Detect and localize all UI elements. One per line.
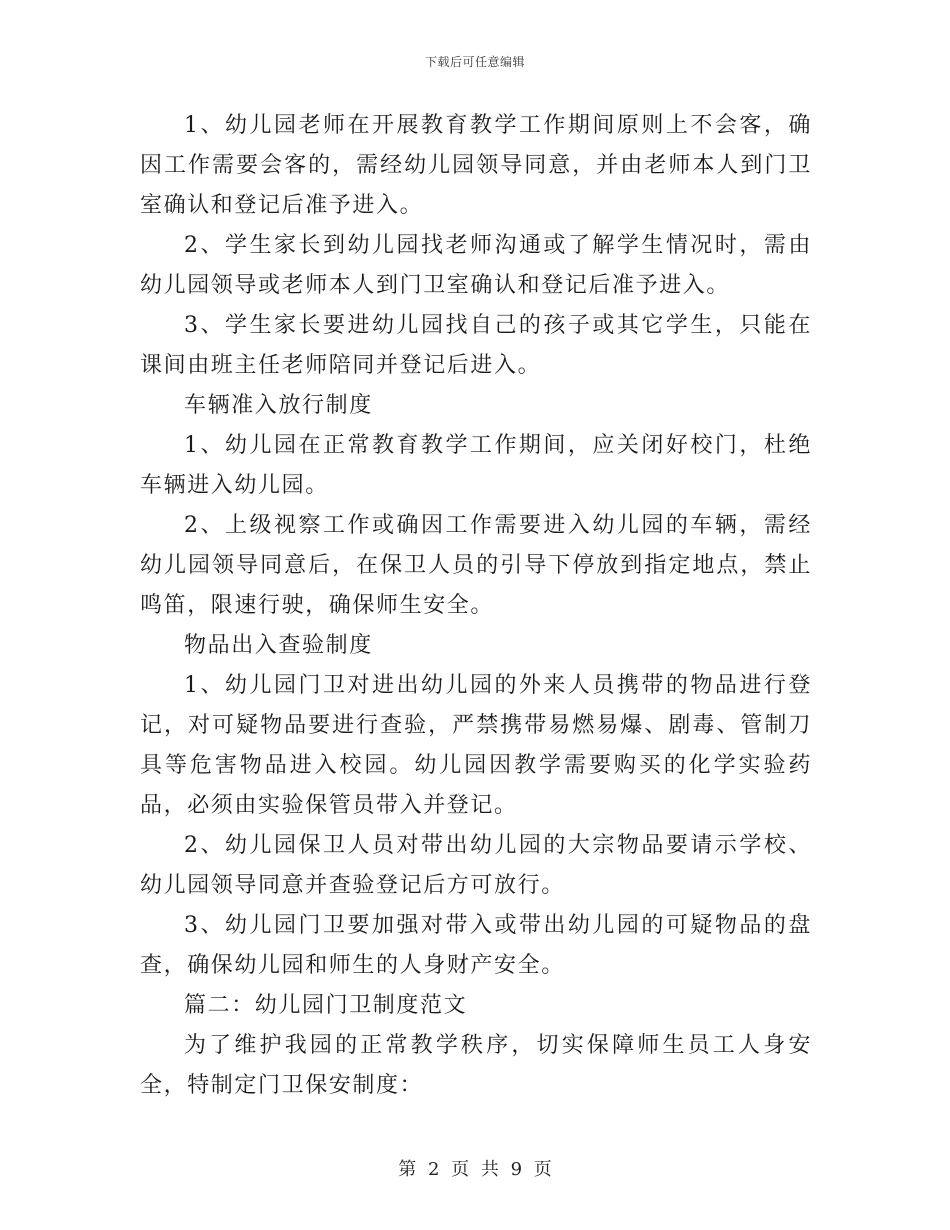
paragraph-vehicle-inspection: 2、上级视察工作或确因工作需要进入幼儿园的车辆，需经幼儿园领导同意后，在保卫人员的引导下停放到指定地点，禁止鸣笛，限速行驶，确保师生安全。: [140, 513, 812, 618]
section-heading-part-two: 篇二：幼儿园门卫制度范文: [184, 993, 468, 1018]
document-body: [140, 106, 812, 1106]
paragraph-parent-visit-child: 3、学生家长要进幼儿园找自己的孩子或其它学生，只能在课间由班主任老师陪同并登记后进入。: [140, 313, 812, 378]
paragraph-intro-security: 为了维护我园的正常教学秩序，切实保障师生员工人身安全，特制定门卫保安制度：: [140, 1033, 812, 1098]
paragraph-goods-suspicious: 3、幼儿园门卫要加强对带入或带出幼儿园的可疑物品的盘查，确保幼儿园和师生的人身财产安全。: [140, 913, 812, 978]
paragraph-teacher-visitors: 1、幼儿园老师在开展教育教学工作期间原则上不会客，确因工作需要会客的，需经幼儿园领导同意，并由老师本人到门卫室确认和登记后准予进入。: [140, 113, 812, 218]
section-heading-vehicle: 车辆准入放行制度: [184, 393, 373, 418]
download-edit-note: 下载后可任意编辑: [424, 55, 525, 69]
page-number: 第 2 页 共 9 页: [398, 1159, 552, 1180]
paragraph-vehicle-gate: 1、幼儿园在正常教育教学工作期间，应关闭好校门，杜绝车辆进入幼儿园。: [140, 433, 812, 498]
paragraph-goods-registration: 1、幼儿园门卫对进出幼儿园的外来人员携带的物品进行登记，对可疑物品要进行查验，严禁携带易燃易爆、剧毒、管制刀具等危害物品进入校园。幼儿园因教学需要购买的化学实验药品，必须由实验保管员带入并登记。: [140, 673, 812, 818]
section-heading-goods: 物品出入查验制度: [184, 633, 373, 658]
paragraph-parent-visit-teacher: 2、学生家长到幼儿园找老师沟通或了解学生情况时，需由幼儿园领导或老师本人到门卫室确认和登记后准予进入。: [140, 233, 812, 298]
paragraph-goods-outgoing: 2、幼儿园保卫人员对带出幼儿园的大宗物品要请示学校、幼儿园领导同意并查验登记后方可放行。: [140, 833, 812, 898]
